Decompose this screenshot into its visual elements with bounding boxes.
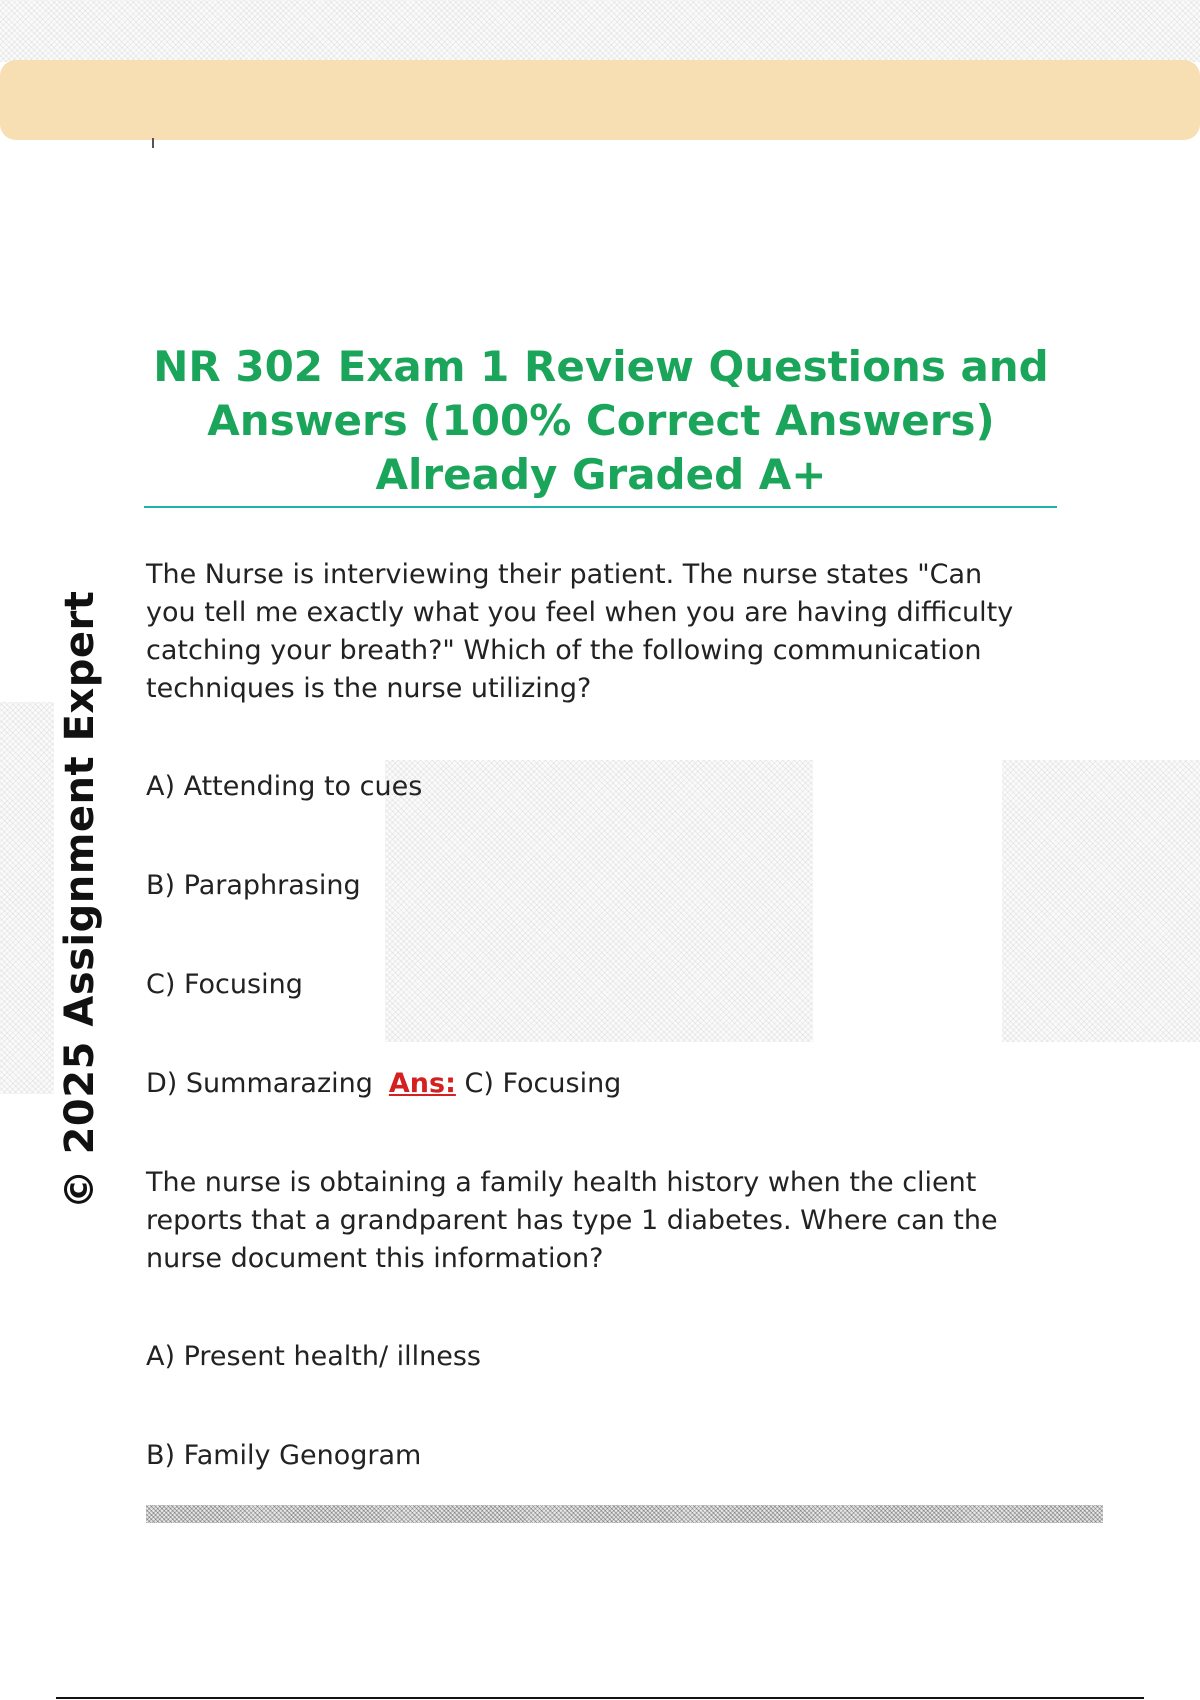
page-bottom-rule [56,1697,1144,1699]
header-banner [0,60,1200,140]
bottom-hatch-band [146,1505,1103,1523]
header-tick-mark [152,138,154,148]
question-1-option-b: B) Paraphrasing [146,870,361,901]
right-hatch-pattern [1002,760,1200,1042]
title-divider [144,506,1057,508]
question-1-option-d-row [146,1065,621,1103]
answer-label: Ans: [388,1068,456,1099]
question-2-option-a: A) Present health/ illness [146,1341,481,1372]
question-1-text: The Nurse is interviewing their patient. The nurse states "Can you tell me exactly what you feel when you are having difficulty catching your breath?" Which of the following communication techniques is the nurse utilizing? [146,559,1014,704]
question-1-option-a: A) Attending to cues [146,771,423,802]
question-2-text: The nurse is obtaining a family health history when the client reports that a grandparent has type 1 diabetes. Where can the nurse document this information? [146,1167,998,1274]
middle-hatch-pattern [385,760,813,1042]
question-1-option-c: C) Focusing [146,969,303,1000]
question-2-option-b: B) Family Genogram [146,1440,422,1471]
top-hatch-pattern [0,0,1200,62]
question-1-option-d: D) Summarazing [146,1068,373,1099]
copyright-watermark: © 2025 Assignment Expert [57,590,103,1210]
left-hatch-pattern [0,702,54,1094]
document-title: NR 302 Exam 1 Review Questions and Answers (100% Correct Answers) Already Graded A+ [153,342,1049,499]
question-1-answer: C) Focusing [464,1068,622,1099]
